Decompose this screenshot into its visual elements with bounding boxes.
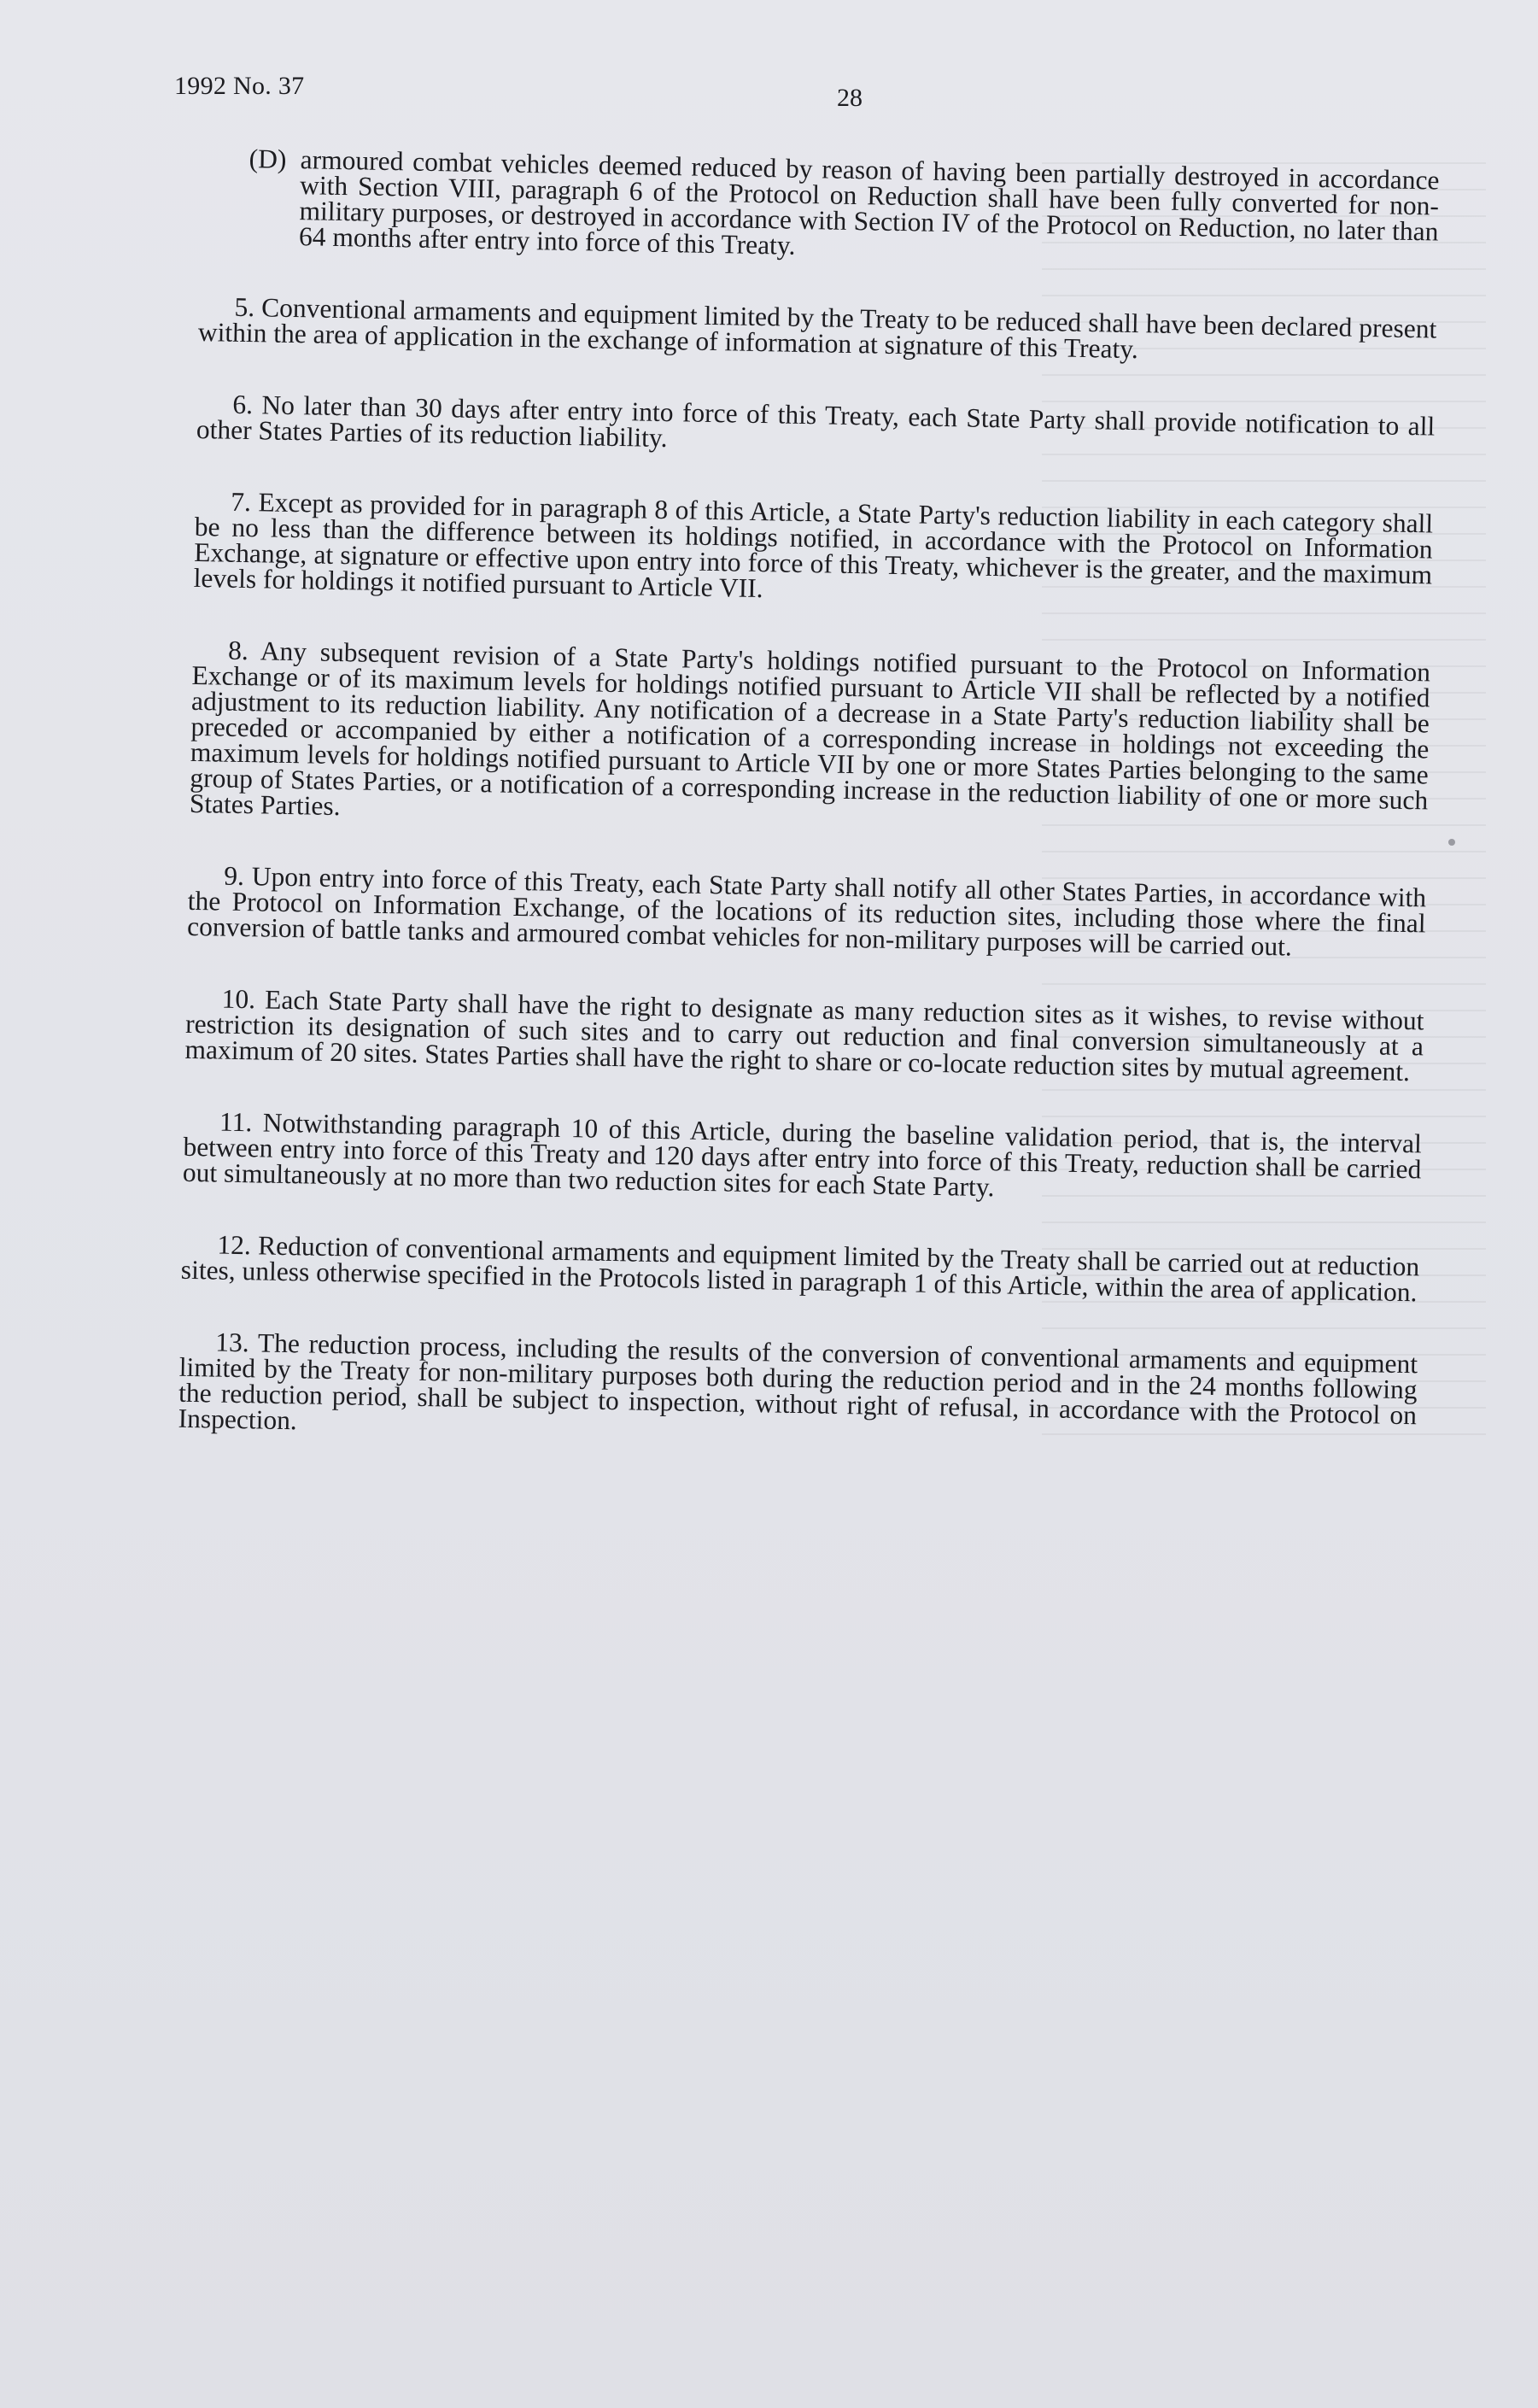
paragraph-text: Each State Party shall have the right to designate as many reduction sites as it wishes, to revise without restriction its designation of such sites and to carry out reduction and final conversion simultaneously at a maximum of 20 sites. States Parties shall have the right to share or co-locate reduction sites by mutual agreement. [184,984,1424,1087]
document-citation: 1992 No. 37 [174,72,305,100]
subparagraph-label: (D) [249,144,287,174]
paragraph-number: 9. [224,860,245,892]
paragraph-number: 5. [234,291,255,323]
paragraph-10 [184,983,1424,1087]
subparagraph-d [137,144,1440,271]
paper-speck [1448,839,1455,846]
paragraph-13 [178,1329,1418,1455]
paragraph-6 [196,391,1436,466]
subparagraph-text: armoured combat vehicles deemed reduced by reason of having been partially destroyed in accordance with Section VIII, paragraph 6 of the Protocol on Reduction shall have been fully converted for non-military purposes, or destroyed in accordance with Section IV of the Protocol on Reduction, no later than 64 months after entry into force of this Treaty. [298,144,1440,261]
paragraph-text: Any subsequent revision of a State Party's holdings notified pursuant to the Protocol on Information Exchange or of its maximum levels for holdings notified pursuant to Article VII shall be reflected by a notified adjustment to its reduction liability. Any notification of a decrease in a State Party's reduction liability shall be preceded or accompanied by either a notification of a corresponding increase in holdings not exceeding the maximum levels for holdings notified pursuant to Article VII by one or more States Parties belonging to the same group of States Parties, or a notification of a corresponding increase in the reduction liability of one or more such States Parties. [189,636,1431,822]
paragraph-9 [186,860,1427,963]
page-number: 28 [837,84,863,112]
paragraph-number: 7. [231,486,252,518]
paragraph-8 [190,637,1431,840]
document-body [177,145,1439,1500]
paragraph-11 [182,1106,1423,1209]
paragraph-7 [193,486,1434,614]
paragraph-text: Except as provided for in paragraph 8 of this Article, a State Party's reduction liability in each category shall be no less than the difference between its holdings notified, in accordance with the Protocol on Information Exchange, at signature or effective upon entry into force of this Treaty, whichever is the greater, and the maximum levels for holdings it notified pursuant to Article VII. [193,487,1434,604]
paragraph-number: 13. [215,1327,250,1358]
paragraph-number: 6. [232,389,254,420]
paragraph-number: 11. [219,1106,253,1138]
paragraph-number: 12. [217,1229,252,1261]
paragraph-number: 10. [221,983,256,1015]
paragraph-number: 8. [227,635,249,666]
paragraph-text: No later than 30 days after entry into force of this Treaty, each State Party shall provide notification to all other States Parties of its reduction liability. [196,390,1436,454]
paragraph-12 [180,1229,1420,1308]
paragraph-text: Upon entry into force of this Treaty, each State Party shall notify all other States Parties, in accordance with the Protocol on Information Exchange, of the locations of its reduction sites, including those where the final conversion of battle tanks and armoured combat vehicles for non-military purposes will be carried out. [186,861,1427,962]
paragraph-text: The reduction process, including the results of the conversion of conventional armaments and equipment limited by the Treaty for non-military purposes both during the reduction period and in the 24 months following the reduction period, shall be subject to inspection, without right of refusal, in accordance with the Protocol on Inspection. [178,1327,1418,1436]
paragraph-text: Reduction of conventional armaments and equipment limited by the Treaty shall be carried out at reduction sites, unless otherwise specified in the Protocols listed in paragraph 1 of this Article, within the area of application. [180,1230,1420,1308]
paragraph-5 [197,291,1437,368]
paragraph-text: Notwithstanding paragraph 10 of this Article, during the baseline validation period, that is, the interval between entry into force of this Treaty and 120 days after entry into force of this Treaty, reduction shall be carried out simultaneously at no more than two reduction sites for each State Party. [182,1107,1423,1203]
paragraph-text: Conventional armaments and equipment limited by the Treaty to be reduced shall have been declared present within the area of application in the exchange of information at signature of this Treaty. [197,292,1437,365]
